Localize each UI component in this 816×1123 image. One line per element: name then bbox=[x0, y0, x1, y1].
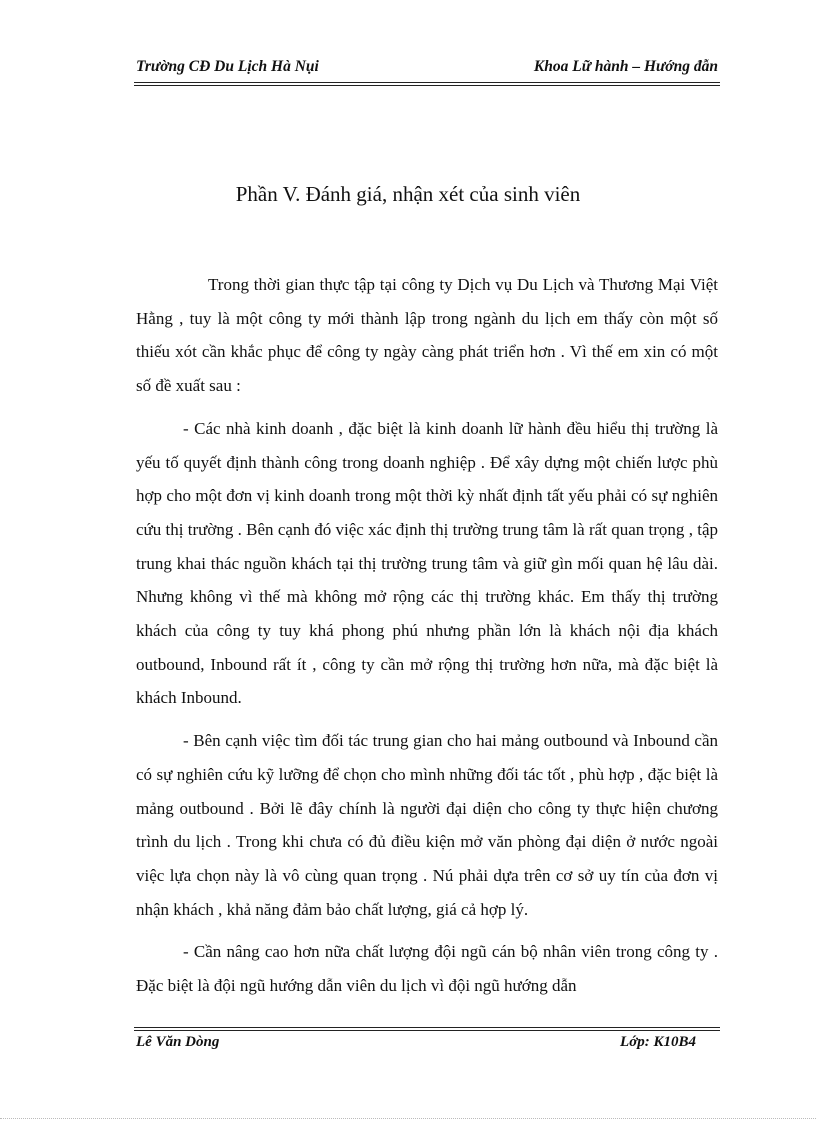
footer-rule bbox=[134, 1027, 720, 1031]
body-text bbox=[136, 268, 718, 1012]
paragraph-staff: - Cần nâng cao hơn nữa chất lượng đội ngũ cán bộ nhân viên trong công ty . Đặc biệt là đội ngũ hướng dẫn viên du lịch vì đội ngũ hướng dẫn bbox=[136, 942, 718, 996]
page-footer bbox=[136, 1034, 696, 1056]
paragraph-partners: - Bên cạnh việc tìm đối tác trung gian cho hai mảng outbound và Inbound cần có sự nghiên cứu kỹ lưỡng để chọn cho mình những đối tác tốt , phù hợp , đặc biệt là mảng outbound . Bởi lẽ đây chính là người đại diện cho công ty thực hiện chương trình du lịch . Trong khi chưa có đủ điều kiện mở văn phòng đại diện ở nước ngoài việc lựa chọn này là vô cùng quan trọng . Nú phải dựa trên cơ sở uy tín của đơn vị nhận khách , khả năng đảm bảo chất lượng, giá cả hợp lý. bbox=[136, 731, 718, 919]
header-rule bbox=[134, 82, 720, 86]
footer-author: Lê Văn Dòng bbox=[136, 1034, 220, 1050]
page-edge bbox=[0, 1118, 816, 1119]
paragraph-intro: Trong thời gian thực tập tại công ty Dịch vụ Du Lịch và Thương Mại Việt Hằng , tuy là một công ty mới thành lập trong ngành du lịch em thấy còn một số thiếu xót cần khắc phục để công ty ngày càng phát triển hơn . Vì thế em xin có một số đề xuất sau : bbox=[136, 275, 718, 396]
paragraph-market: - Các nhà kinh doanh , đặc biệt là kinh doanh lữ hành đều hiểu thị trường là yếu tố quyết định thành công trong doanh nghiệp . Để xây dựng một chiến lược phù hợp cho một đơn vị kinh doanh trong một thời kỳ nhất định tất yếu phải có sự nghiên cứu thị trường . Bên cạnh đó việc xác định thị trường trung tâm là rất quan trọng , tập trung khai thác nguồn khách tại thị trường trung tâm và giữ gìn mối quan hệ lâu dài. Nhưng không vì thế mà không mở rộng các thị trường khác. Em thấy thị trường khách của công ty tuy khá phong phú nhưng phần lớn là khách nội địa khách outbound, Inbound rất ít , công ty cần mở rộng thị trường hơn nữa, mà đặc biệt là khách Inbound. bbox=[136, 418, 718, 708]
footer-class: Lớp: K10B4 bbox=[620, 1034, 696, 1050]
header-school: Trường CĐ Du Lịch Hà Nụi bbox=[136, 58, 319, 75]
section-title: Phần V. Đánh giá, nhận xét của sinh viên bbox=[235, 182, 581, 206]
header-faculty: Khoa Lữ hành – Hướng đẫn bbox=[533, 58, 718, 75]
page-header bbox=[136, 58, 718, 80]
